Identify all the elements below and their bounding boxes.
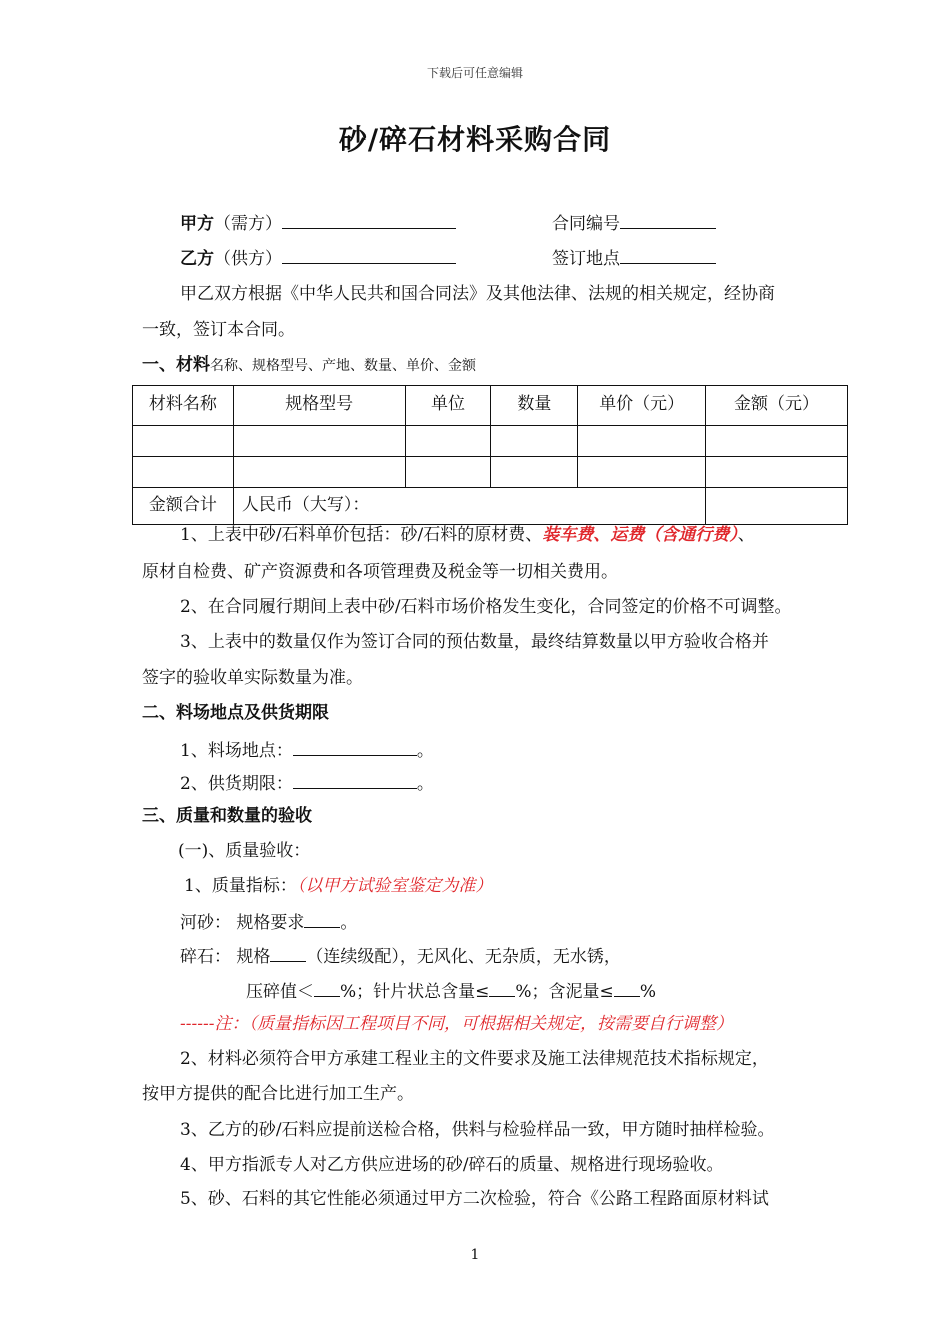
party-b-role: （供方） xyxy=(214,249,282,269)
supply-period-blank[interactable] xyxy=(293,772,417,789)
materials-table xyxy=(132,385,848,525)
table-cell[interactable] xyxy=(233,457,405,488)
table-cell[interactable] xyxy=(133,457,234,488)
item-3: 3、乙方的砂/石料应提前送检合格，供料与检验样品一致，甲方随时抽样检验。 xyxy=(180,1120,775,1140)
party-b-line xyxy=(180,247,456,269)
site-location-line: 1、料场地点： 。 xyxy=(180,741,434,761)
total-label: 金额合计 xyxy=(133,488,234,525)
note-1-line-2: 原材自检费、矿产资源费和各项管理费及税金等一切相关费用。 xyxy=(142,562,618,582)
section-3-title: 三、质量和数量的验收 xyxy=(142,806,312,826)
adjust-note: ------注：（质量指标因工程项目不同，可根据相关规定，按需要自行调整） xyxy=(180,1014,733,1034)
table-cell[interactable] xyxy=(578,457,706,488)
party-a-role: （需方） xyxy=(214,214,282,234)
sand-spec-blank[interactable] xyxy=(304,911,340,928)
section-1-heading xyxy=(142,355,476,376)
note-2: 2、在合同履行期间上表中砂/石料市场价格发生变化，合同签定的价格不可调整。 xyxy=(180,597,792,617)
party-a-line xyxy=(180,212,456,234)
intro-line-2: 一致，签订本合同。 xyxy=(142,320,295,340)
table-cell[interactable] xyxy=(133,426,234,457)
table-cell[interactable] xyxy=(491,457,578,488)
gravel-line: 碎石： 规格 （连续级配），无风化、无杂质，无水锈， xyxy=(180,947,621,967)
item-2-line-2: 按甲方提供的配合比进行加工生产。 xyxy=(142,1084,414,1104)
intro-line-1: 甲乙双方根据《中华人民共和国合同法》及其他法律、法规的相关规定，经协商 xyxy=(180,284,775,304)
table-cell[interactable] xyxy=(491,426,578,457)
section-1-title: 一、材料 xyxy=(142,355,210,375)
col-header: 规格型号 xyxy=(233,386,405,426)
sign-place-label: 签订地点 xyxy=(552,249,620,269)
section-2-title: 二、料场地点及供货期限 xyxy=(142,703,329,723)
item-4: 4、甲方指派专人对乙方供应进场的砂/碎石的质量、规格进行现场验收。 xyxy=(180,1155,724,1175)
col-header: 金额（元） xyxy=(706,386,848,426)
total-amount[interactable] xyxy=(706,488,848,525)
contract-number-blank[interactable] xyxy=(620,212,716,229)
quality-index-line: 1、质量指标：（以甲方试验室鉴定为准） xyxy=(184,876,493,896)
party-b-blank[interactable] xyxy=(282,247,456,264)
contract-number-line xyxy=(552,212,716,234)
note-3-line-2: 签字的验收单实际数量为准。 xyxy=(142,668,363,688)
table-cell[interactable] xyxy=(405,426,491,457)
sign-place-blank[interactable] xyxy=(620,247,716,264)
party-b-label: 乙方 xyxy=(180,249,214,269)
quality-index-note: （以甲方试验室鉴定为准） xyxy=(296,876,493,896)
quality-subheading: (一)、质量验收： xyxy=(178,841,311,861)
table-cell[interactable] xyxy=(706,457,848,488)
note-1-highlight: 装车费、运费（含通行费） xyxy=(542,525,738,545)
river-sand-line: 河砂： 规格要求 。 xyxy=(180,913,358,933)
mud-content-blank[interactable] xyxy=(614,980,640,997)
sign-place-line xyxy=(552,247,716,269)
site-location-blank[interactable] xyxy=(293,739,417,756)
needle-content-blank[interactable] xyxy=(489,980,515,997)
table-cell[interactable] xyxy=(233,426,405,457)
table-row xyxy=(133,457,848,488)
page-title: 砂/碎石材料采购合同 xyxy=(338,123,612,156)
supply-period-line: 2、供货期限： 。 xyxy=(180,774,434,794)
section-1-subtitle: 名称、规格型号、产地、数量、单价、金额 xyxy=(210,358,476,374)
page-number: 1 xyxy=(470,1247,480,1263)
gravel-metrics-line: 压碎值＜ %；针片状总含量≤ %；含泥量≤ % xyxy=(246,982,656,1002)
table-total-row xyxy=(133,488,848,525)
total-words[interactable]: 人民币（大写）： xyxy=(233,488,705,525)
note-1-line-1: 1、上表中砂/石料单价包括：砂/石料的原材费、装车费、运费（含通行费）、 xyxy=(180,525,755,545)
party-a-label: 甲方 xyxy=(180,214,214,234)
item-5: 5、砂、石料的其它性能必须通过甲方二次检验，符合《公路工程路面原材料试 xyxy=(180,1189,769,1209)
table-row xyxy=(133,426,848,457)
header-note: 下载后可任意编辑 xyxy=(426,66,523,80)
col-header: 单价（元） xyxy=(578,386,706,426)
col-header: 数量 xyxy=(491,386,578,426)
table-header-row xyxy=(133,386,848,426)
crush-value-blank[interactable] xyxy=(314,980,340,997)
table-cell[interactable] xyxy=(578,426,706,457)
party-a-blank[interactable] xyxy=(282,212,456,229)
item-2-line-1: 2、材料必须符合甲方承建工程业主的文件要求及施工法律规范技术指标规定， xyxy=(180,1049,769,1069)
col-header: 单位 xyxy=(405,386,491,426)
table-cell[interactable] xyxy=(706,426,848,457)
gravel-spec-blank[interactable] xyxy=(270,945,306,962)
note-3-line-1: 3、上表中的数量仅作为签订合同的预估数量，最终结算数量以甲方验收合格并 xyxy=(180,632,769,652)
table-cell[interactable] xyxy=(405,457,491,488)
col-header: 材料名称 xyxy=(133,386,234,426)
contract-number-label: 合同编号 xyxy=(552,214,620,234)
